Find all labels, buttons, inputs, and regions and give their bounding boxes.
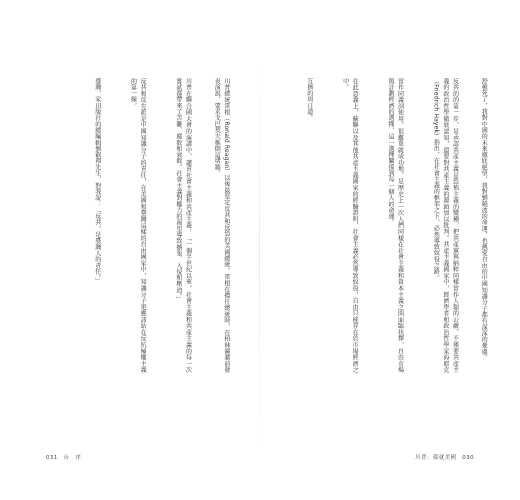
right-paragraph: 舒頓死了，我對中國的未來徹底絕望，我對劉曉波的命運，也熱愛自由的中國知識分子都有深深的憂慮。 xyxy=(480,78,488,361)
left-folio: 031 台 序 xyxy=(46,455,82,461)
left-page-text xyxy=(66,78,250,373)
left-paragraph: 川普在聯合國大會的演講中，譴責社會主義和共產主義：「一個半世紀以來，社會主義和共產主義的每一次嘗試都帶來了苦難、腐敗和衰敗。社會主義對權力的渴望導致擴張、入侵和壓迫。」 xyxy=(174,78,192,373)
left-paragraph: 反共和反左派是中國知識分子的責任，在美國和臺灣這樣的自由國家中，知識分子更應該站在反抗極權主義的第一線。 xyxy=(129,78,147,373)
right-folio: 川普：孫就美國 030 xyxy=(415,455,474,461)
right-paragraph: 當作同義詞使用，很難單就成功地，是歷史上一次人們同樣在社會主義和資本主義之間面臨抉擇，自由市場與計劃經濟的選擇，這一選擇關係到每一個人的命運。 xyxy=(386,78,404,373)
right-paragraph: 互擠的周日道。 xyxy=(305,78,313,122)
right-page xyxy=(278,78,488,378)
left-paragraph: 川普總統雷根（Ronald Reagan）以後最堅定反共和反恐的美國總統。雷根在擔任總統時，在柏林圍牆前發表演說，要求戈巴契夫推倒這堵牆。 xyxy=(213,78,230,373)
right-paragraph: 反共的的第一步，是承認共產主義是恐怖主義的變種，把共產黨與納粹同樣當作人類的公敵。不僅要共產主義的政治哲學徹底認知，還要對共產主義的源頭加以批判。共產主義國家中，經濟學者和政治哲學家海耶克（Friedrich Hayek）指出，在社會主義的框架之下，必然導致奴役之路。 xyxy=(432,78,459,373)
page-gutter xyxy=(259,60,260,450)
left-paragraph: 臺灣，家田版社的總編輯劉叡翔先生，對我說：「反共，是臺灣人的責任。」 xyxy=(93,78,101,285)
left-page xyxy=(40,78,250,378)
right-paragraph: 在此意義上，蘇聯以及其他共產主義國家的經驗證明，社會主義必然導致奴役，自由只能存在於市場經濟之中。 xyxy=(341,78,359,373)
right-page-text xyxy=(278,78,507,373)
